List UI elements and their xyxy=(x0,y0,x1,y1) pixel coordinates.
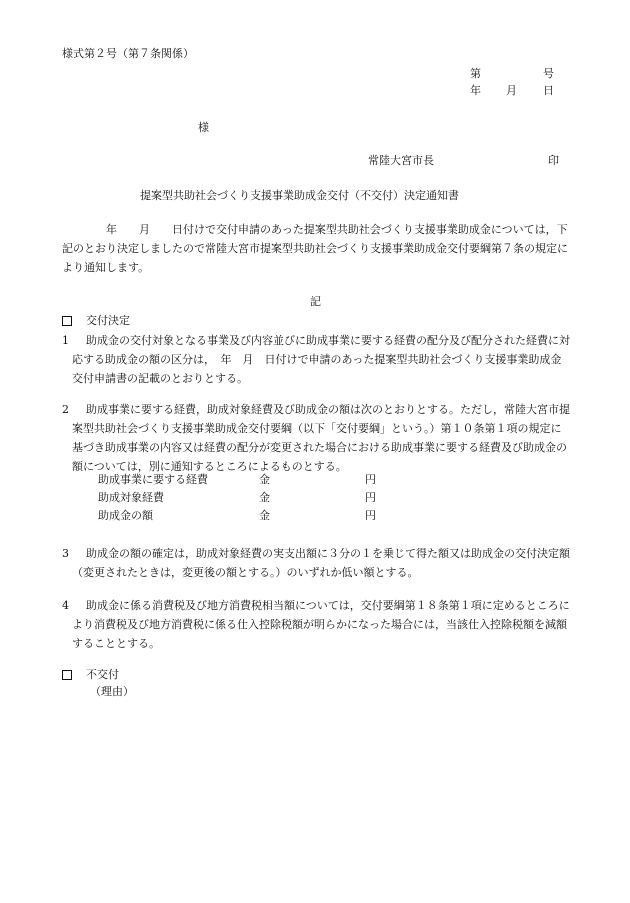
grant-item-3 xyxy=(62,544,572,582)
document-title: 提案型共助社会づくり支援事業助成金交付（不交付）決定通知書 xyxy=(140,189,459,202)
refusal-reason-label: （理由） xyxy=(90,685,134,698)
grant-decision-label: 交付決定 xyxy=(86,314,130,327)
item-text: 助成金に係る消費税及び地方消費税相当額については，交付要綱第１８条第１項に定めるところにより消費税及び地方消費税に係る仕入控除税額が明らかになった場合には，当該仕入控除税額を減額することとする。 xyxy=(72,599,570,650)
amount-label: 助成事業に要する経費 xyxy=(98,473,208,486)
seal-mark: 印 xyxy=(548,154,559,167)
date-month: 月 xyxy=(506,84,517,97)
refusal-label: 不交付 xyxy=(86,668,119,681)
amount-row-project-cost xyxy=(98,474,398,492)
amount-row-grant-amount xyxy=(98,510,398,528)
amount-label: 助成対象経費 xyxy=(98,491,164,504)
document-number-dai: 第 xyxy=(470,67,481,80)
date-day: 日 xyxy=(543,84,554,97)
item-number: 2 xyxy=(62,403,69,416)
sender-name: 常陸大宮市長 xyxy=(368,154,434,167)
ki-heading: 記 xyxy=(310,295,321,308)
amount-yen: 円 xyxy=(365,473,376,486)
amount-yen: 円 xyxy=(365,509,376,522)
document-number-go: 号 xyxy=(543,67,554,80)
grant-decision-checkbox[interactable] xyxy=(62,316,72,326)
amount-label: 助成金の額 xyxy=(98,509,153,522)
amount-yen: 円 xyxy=(365,491,376,504)
item-number: 1 xyxy=(62,334,69,347)
grant-item-1 xyxy=(62,331,572,388)
item-text: 助成金の交付対象となる事業及び内容並びに助成事業に要する経費の配分及び配分された経費に対応する助成金の額の区分は， 年 月 日付けで申請のあった提案型共助社会づくり支援事業助成金交付申請書の記載のとおりとする。 xyxy=(72,334,570,385)
grant-item-2 xyxy=(62,400,572,476)
amount-kin: 金 xyxy=(259,473,270,486)
addressee-honorific: 様 xyxy=(198,121,209,134)
refusal-checkbox[interactable] xyxy=(62,670,72,680)
date-year: 年 xyxy=(470,84,481,97)
item-number: 4 xyxy=(62,599,69,612)
amount-row-eligible-cost xyxy=(98,492,398,510)
amount-kin: 金 xyxy=(259,509,270,522)
item-text: 助成金の額の確定は，助成対象経費の実支出額に３分の１を乗じて得た額又は助成金の交付決定額（変更されたときは，変更後の額とする。）のいずれか低い額とする。 xyxy=(72,547,570,579)
amount-kin: 金 xyxy=(259,491,270,504)
item-number: 3 xyxy=(62,547,69,560)
item-text: 助成事業に要する経費，助成対象経費及び助成金の額は次のとおりとする。ただし，常陸大宮市提案型共助社会づくり支援事業助成金交付要綱（以下「交付要綱」という。）第１０条第１項の規定に基づき助成事業の内容又は経費の配分が変更された場合における助成事業に要する経費及び助成金の額については，別に通知するところによるものとする。 xyxy=(72,403,570,473)
form-number: 様式第２号（第７条関係） xyxy=(62,47,194,60)
grant-item-4 xyxy=(62,596,572,653)
intro-paragraph: 年 月 日付けで交付申請のあった提案型共助社会づくり支援事業助成金については，下記のとおり決定しましたので常陸大宮市提案型共助社会づくり支援事業助成金交付要綱第７条の規定により通知します。 xyxy=(62,223,568,274)
